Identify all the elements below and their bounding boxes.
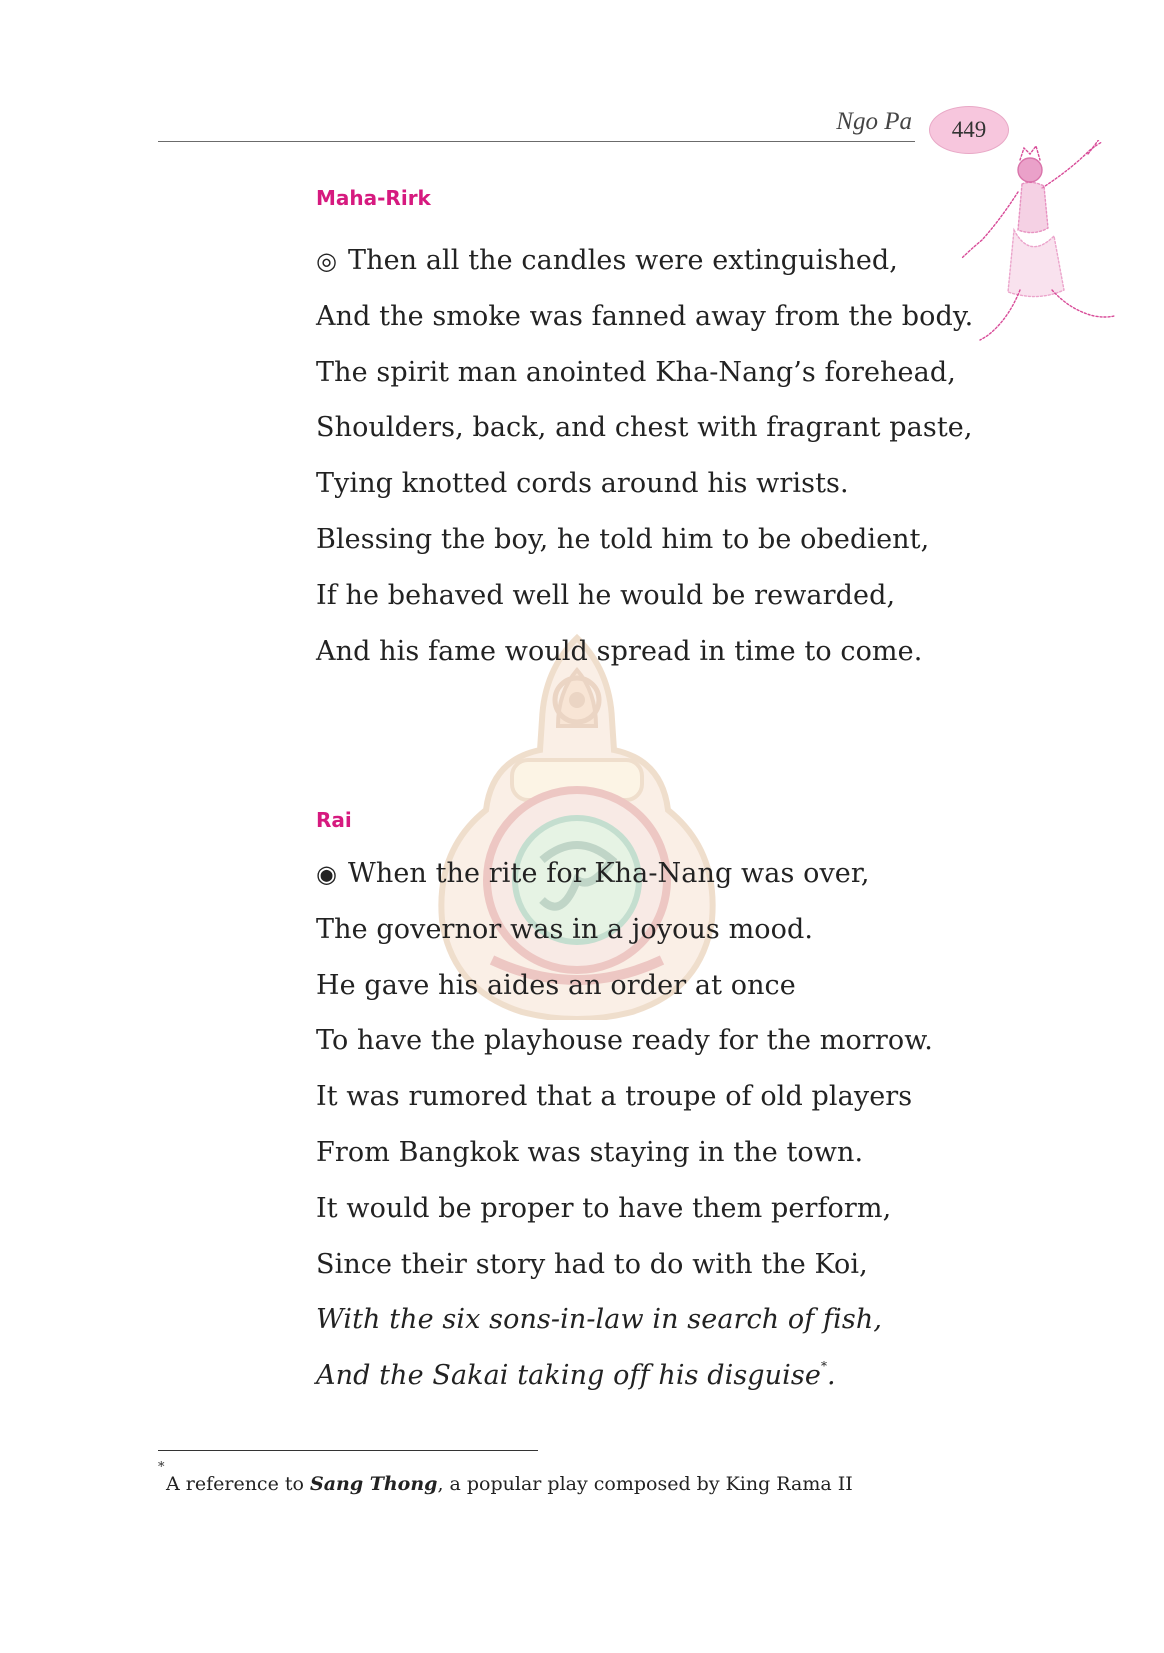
verse-line: With the six sons-in-law in search of fish, [316, 1304, 883, 1336]
verse-maha-rirk [316, 233, 973, 679]
running-head: Ngo Pa [836, 108, 912, 135]
footnote-prefix: A reference to [166, 1473, 310, 1495]
verse-line: And the smoke was fanned away from the body. [316, 300, 974, 332]
verse-line: And his fame would spread in time to come. [316, 635, 923, 667]
verse-line: Since their story had to do with the Koi, [316, 1248, 868, 1280]
section-label-rai: Rai [316, 808, 352, 832]
verse-line: The spirit man anointed Kha-Nang’s forehead, [316, 356, 956, 388]
verse-line: If he behaved well he would be rewarded, [316, 579, 896, 611]
verse-line: And the Sakai taking off his disguise*. [316, 1359, 836, 1392]
footnote-rule [158, 1450, 538, 1451]
verse-line: The governor was in a joyous mood. [316, 913, 814, 945]
footnote-marker: * [158, 1460, 165, 1475]
footnote-suffix: , a popular play composed by King Rama II [437, 1473, 853, 1495]
verse-marker: ◉ [316, 860, 338, 888]
section-label-maha-rirk: Maha-Rirk [316, 186, 431, 210]
verse-line: ◉ When the rite for Kha-Nang was over, [316, 846, 933, 902]
verse-line: From Bangkok was staying in the town. [316, 1136, 864, 1168]
verse-line: Shoulders, back, and chest with fragrant paste, [316, 412, 973, 444]
footnote-reference: * [820, 1359, 828, 1374]
verse-line: He gave his aides an order at once [316, 969, 796, 1001]
page-number: 449 [951, 117, 987, 142]
verse-line: To have the playhouse ready for the morrow. [316, 1025, 933, 1057]
verse-line: It would be proper to have them perform, [316, 1192, 892, 1224]
dancer-illustration [960, 140, 1120, 350]
footnote [166, 1473, 853, 1495]
verse-line: ◎ Then all the candles were extinguished, [316, 233, 973, 289]
verse-rai [316, 846, 933, 1404]
verse-line: It was rumored that a troupe of old players [316, 1081, 913, 1113]
verse-marker: ◎ [316, 247, 338, 275]
verse-line: Blessing the boy, he told him to be obedient, [316, 523, 930, 555]
verse-line: Tying knotted cords around his wrists. [316, 468, 849, 500]
header-rule [158, 141, 915, 142]
footnote-title: Sang Thong [309, 1473, 438, 1495]
